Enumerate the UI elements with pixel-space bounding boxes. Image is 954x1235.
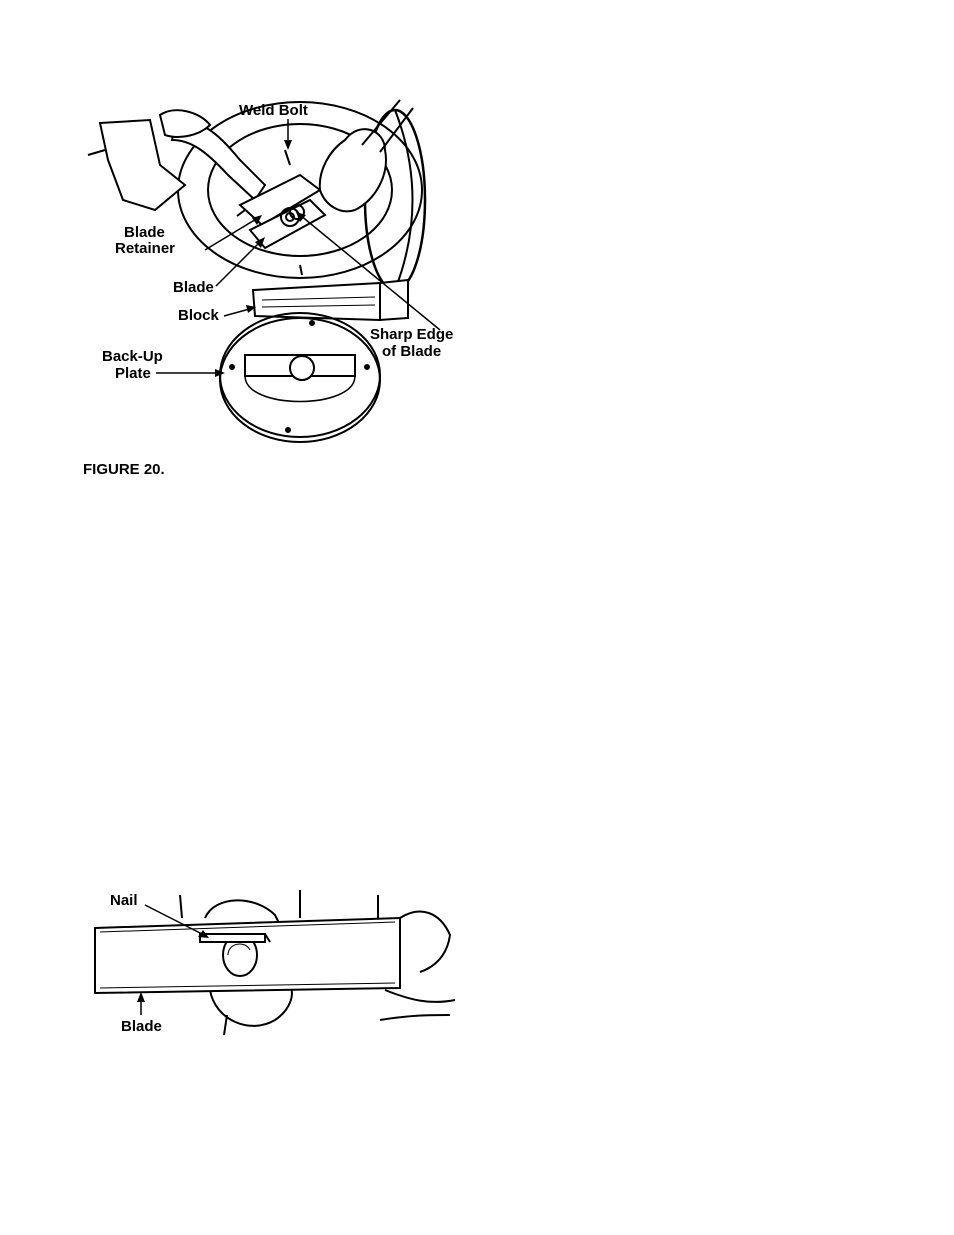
label-nail: Nail xyxy=(110,892,138,909)
label-sharp-edge-line1: Sharp Edge xyxy=(370,326,454,343)
label-backup-plate-line1: Back-Up xyxy=(102,348,163,365)
label-blade-retainer-line2: Retainer xyxy=(115,240,176,257)
label-blade-retainer-line1: Blade xyxy=(124,224,165,241)
label-weld-bolt: Weld Bolt xyxy=(239,102,308,119)
label-block: Block xyxy=(178,307,219,324)
label-sharp-edge-line2: of Blade xyxy=(382,343,442,360)
label-backup-plate-line2: Plate xyxy=(115,365,151,382)
nail-shape xyxy=(200,934,265,942)
figure-20-caption: FIGURE 20. xyxy=(83,461,165,478)
label-blade: Blade xyxy=(173,279,214,296)
label-blade-bottom: Blade xyxy=(121,1018,162,1035)
arm-right xyxy=(400,912,450,972)
